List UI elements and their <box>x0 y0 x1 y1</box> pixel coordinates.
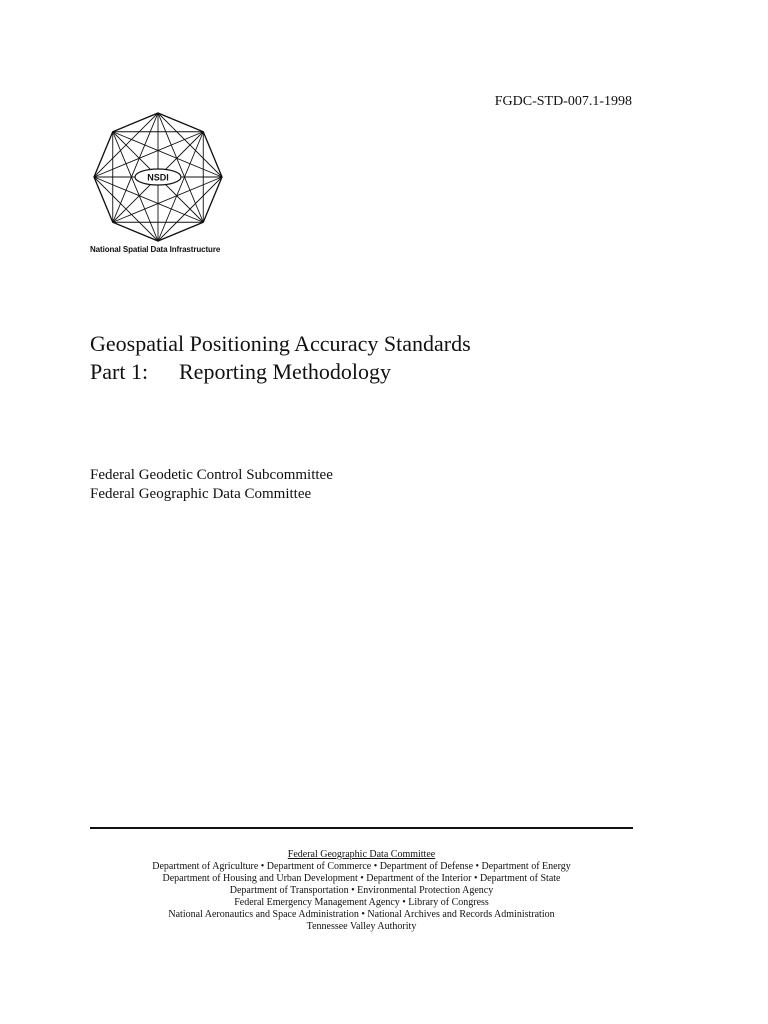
nsdi-octagon-logo-icon <box>90 108 235 248</box>
footer-agencies <box>90 849 633 933</box>
footer-line: Department of Agriculture • Department of Commerce • Department of Defense • Department of Energy <box>152 861 571 872</box>
footer-line: Department of Transportation • Environmental Protection Agency <box>229 885 494 896</box>
committees-block <box>90 466 333 504</box>
logo-caption: National Spatial Data Infrastructure <box>90 245 221 254</box>
part-title: Reporting Methodology <box>179 359 392 384</box>
nsdi-badge-text: NSDI <box>147 172 169 183</box>
title-line-main: Geospatial Positioning Accuracy Standards <box>90 331 471 356</box>
committee-line: Federal Geodetic Control Subcommittee <box>90 467 333 483</box>
title-line-part <box>90 358 471 386</box>
footer-line: Federal Emergency Management Agency • Library of Congress <box>234 897 489 908</box>
nsdi-logo <box>90 108 235 258</box>
document-id: FGDC-STD-007.1-1998 <box>494 94 632 109</box>
footer-line: Department of Housing and Urban Development • Department of the Interior • Department of State <box>162 873 561 884</box>
footer-divider <box>90 827 633 829</box>
footer-line: National Aeronautics and Space Administration • National Archives and Records Administration <box>168 909 555 920</box>
document-title <box>90 330 471 386</box>
footer-line: Tennessee Valley Authority <box>306 921 417 932</box>
part-label: Part 1: <box>90 359 149 384</box>
committee-line: Federal Geographic Data Committee <box>90 486 312 502</box>
footer-title: Federal Geographic Data Committee <box>287 849 436 860</box>
